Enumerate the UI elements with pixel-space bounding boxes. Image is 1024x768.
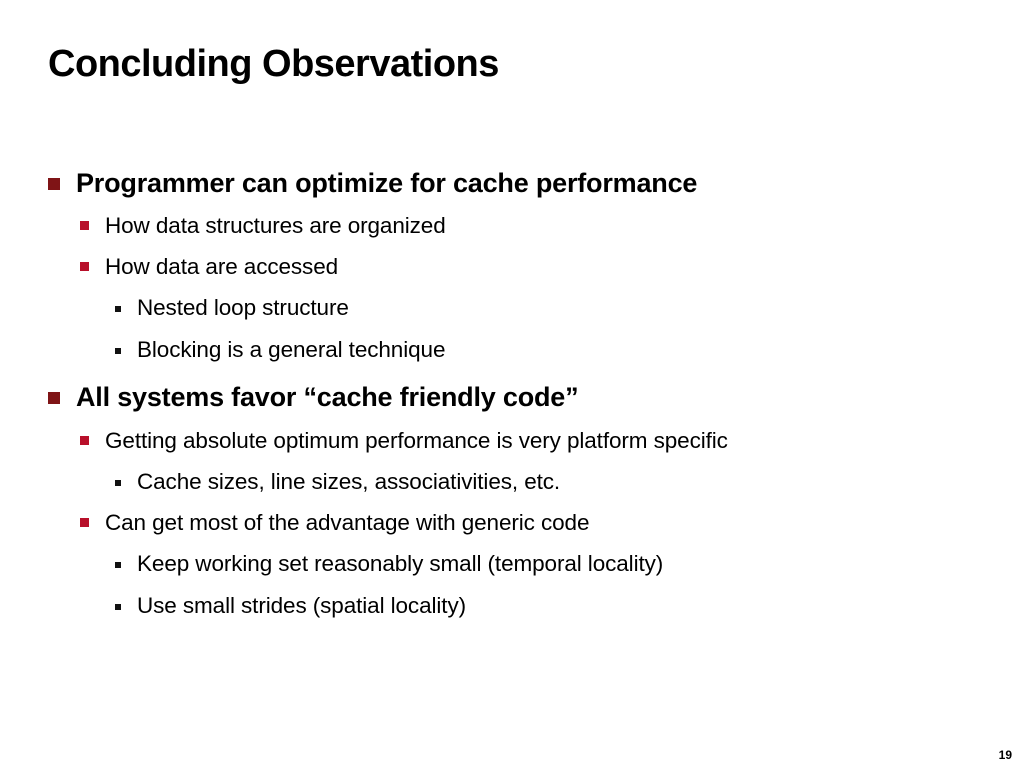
square-bullet-icon bbox=[115, 480, 121, 486]
sub-sub-bullet-text: Keep working set reasonably small (temporal locality) bbox=[137, 551, 664, 576]
square-bullet-icon bbox=[115, 348, 121, 354]
sub-bullet-text: How data structures are organized bbox=[105, 213, 446, 238]
bullet-programmer-optimize bbox=[76, 166, 697, 200]
square-bullet-icon bbox=[80, 518, 89, 527]
bullet-cache-friendly bbox=[76, 380, 578, 414]
sub-sub-bullet-blocking bbox=[137, 336, 445, 364]
sub-bullet-text: Getting absolute optimum performance is very platform specific bbox=[105, 428, 728, 453]
square-bullet-icon bbox=[115, 604, 121, 610]
sub-sub-bullet-text: Blocking is a general technique bbox=[137, 337, 446, 362]
sub-sub-bullet-text: Cache sizes, line sizes, associativities, etc. bbox=[137, 469, 561, 494]
sub-bullet-text: Can get most of the advantage with generic code bbox=[105, 510, 590, 535]
square-bullet-icon bbox=[80, 262, 89, 271]
square-bullet-icon bbox=[80, 436, 89, 445]
sub-sub-bullet-working-set bbox=[137, 550, 663, 578]
slide-title: Concluding Observations bbox=[48, 43, 499, 85]
bullet-text: Programmer can optimize for cache performance bbox=[76, 168, 698, 198]
square-bullet-icon bbox=[48, 178, 60, 190]
square-bullet-icon bbox=[48, 392, 60, 404]
square-bullet-icon bbox=[115, 306, 121, 312]
sub-bullet-text: How data are accessed bbox=[105, 254, 339, 279]
square-bullet-icon bbox=[115, 562, 121, 568]
square-bullet-icon bbox=[80, 221, 89, 230]
sub-sub-bullet-cache-sizes bbox=[137, 468, 560, 496]
bullet-text: All systems favor “cache friendly code” bbox=[76, 382, 579, 412]
sub-bullet-generic-code bbox=[105, 509, 589, 537]
sub-bullet-data-structures bbox=[105, 212, 446, 240]
sub-bullet-data-accessed bbox=[105, 253, 338, 281]
sub-bullet-platform-specific bbox=[105, 427, 728, 455]
sub-sub-bullet-nested-loop bbox=[137, 294, 349, 322]
sub-sub-bullet-small-strides bbox=[137, 592, 466, 620]
page-number: 19 bbox=[998, 748, 1012, 762]
sub-sub-bullet-text: Nested loop structure bbox=[137, 295, 349, 320]
sub-sub-bullet-text: Use small strides (spatial locality) bbox=[137, 593, 466, 618]
